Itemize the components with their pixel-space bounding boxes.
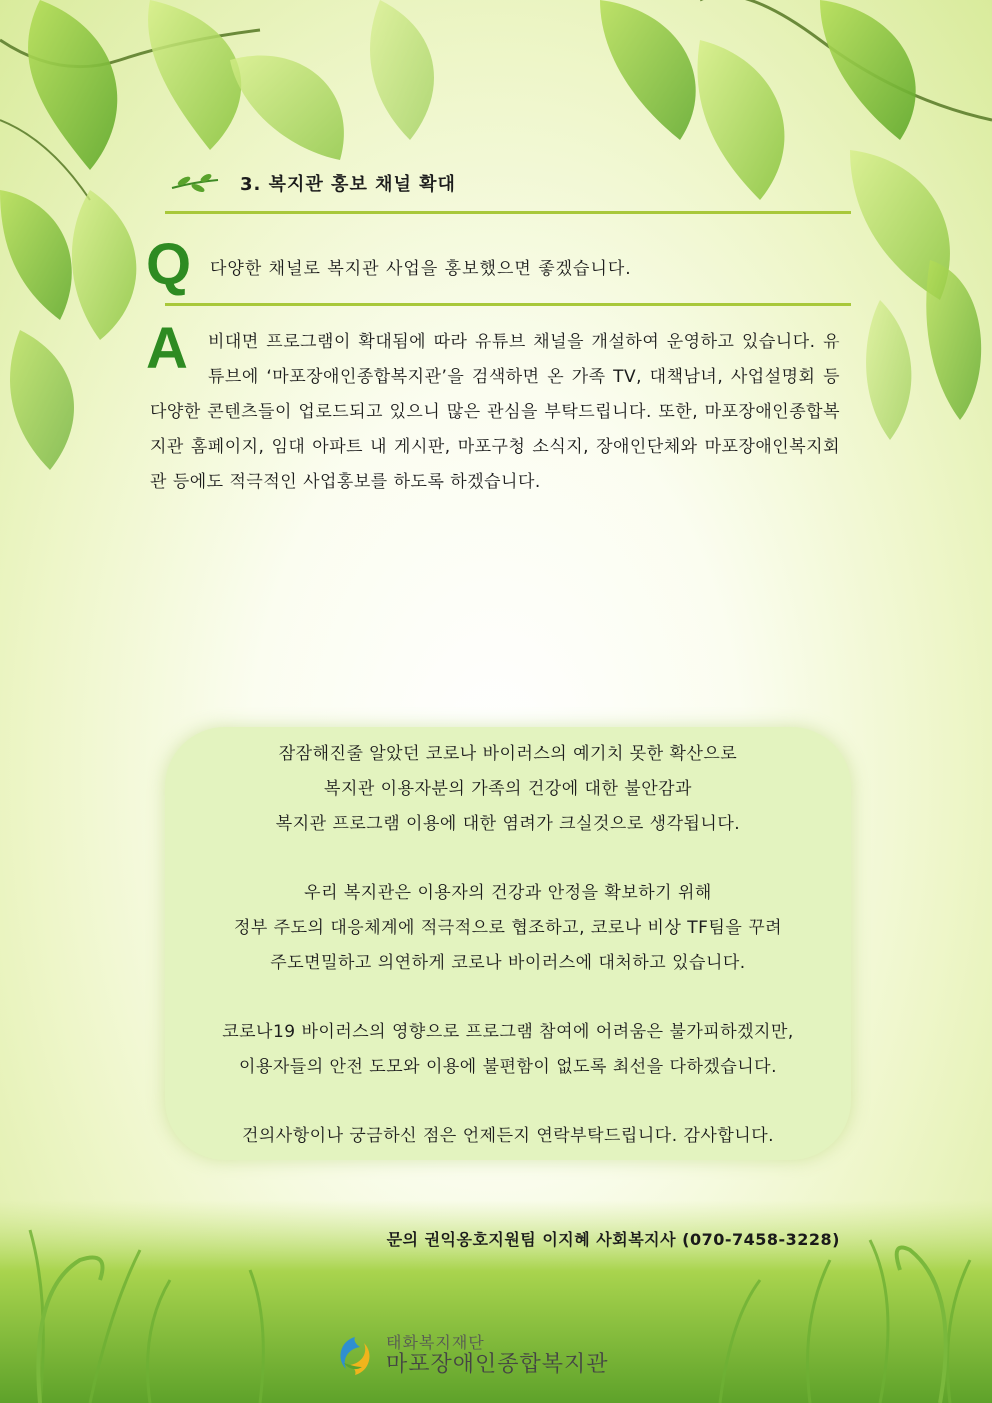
divider-middle bbox=[165, 303, 851, 306]
divider-top bbox=[165, 211, 851, 214]
a-marker: A bbox=[146, 316, 188, 381]
notice-paragraph bbox=[165, 876, 851, 981]
notice-line: 주도면밀하고 의연하게 코로나 바이러스에 대처하고 있습니다. bbox=[270, 953, 746, 973]
notice-line: 코로나19 바이러스의 영향으로 프로그램 참여에 어려움은 불가피하겠지만, bbox=[222, 1022, 794, 1042]
notice-line: 정부 주도의 대응체계에 적극적으로 협조하고, 코로나 비상 TF팀을 꾸려 bbox=[233, 918, 783, 938]
q-marker: Q bbox=[146, 232, 192, 297]
logo-name: 마포장애인종합복지관 bbox=[386, 1352, 609, 1377]
notice-line: 이용자들의 안전 도모와 이용에 불편함이 없도록 최선을 다하겠습니다. bbox=[239, 1057, 777, 1077]
notice-line: 우리 복지관은 이용자의 건강과 안정을 확보하기 위해 bbox=[304, 883, 712, 903]
contact-info: 문의 권익옹호지원팀 이지혜 사회복지사 (070-7458-3228) bbox=[386, 1230, 840, 1249]
notice-line: 복지관 프로그램 이용에 대한 염려가 크실것으로 생각됩니다. bbox=[275, 814, 741, 834]
answer-text bbox=[150, 325, 840, 500]
notice-panel bbox=[165, 727, 851, 1160]
notice-line: 건의사항이나 궁금하신 점은 언제든지 연락부탁드립니다. 감사합니다. bbox=[241, 1126, 775, 1146]
notice-line: 잠잠해진줄 알았던 코로나 바이러스의 예기치 못한 확산으로 bbox=[278, 744, 738, 764]
section-title-text: 3. 복지관 홍보 채널 확대 bbox=[240, 174, 456, 195]
logo-subtitle: 태화복지재단 bbox=[386, 1333, 485, 1352]
logo-swirl-icon bbox=[332, 1333, 378, 1379]
notice-paragraph bbox=[165, 737, 851, 842]
notice-paragraph bbox=[165, 1119, 851, 1154]
sprig-icon bbox=[170, 172, 220, 194]
notice-paragraph bbox=[165, 1015, 851, 1085]
organization-logo bbox=[332, 1333, 609, 1379]
notice-line: 복지관 이용자분의 가족의 건강에 대한 불안감과 bbox=[324, 779, 692, 799]
question-text: 다양한 채널로 복지관 사업을 홍보했으면 좋겠습니다. bbox=[210, 259, 632, 279]
section-heading bbox=[170, 170, 456, 196]
answer-content: 비대면 프로그램이 확대됨에 따라 유튜브 채널을 개설하여 운영하고 있습니다. 유튜브에 ‘마포장애인종합복지관’을 검색하면 온 가족 TV, 대책남녀, 사업설명회 등 다양한 콘텐츠들이 업로드되고 있으니 많은 관심을 부탁드립니다. 또한, 마포장애인종합복지관 홈페이지, 임대 아파트 내 게시판, 마포구청 소식지, 장애인단체와 마포장애인복지회관 등에도 적극적인 사업홍보를 하도록 하겠습니다. bbox=[150, 332, 840, 492]
